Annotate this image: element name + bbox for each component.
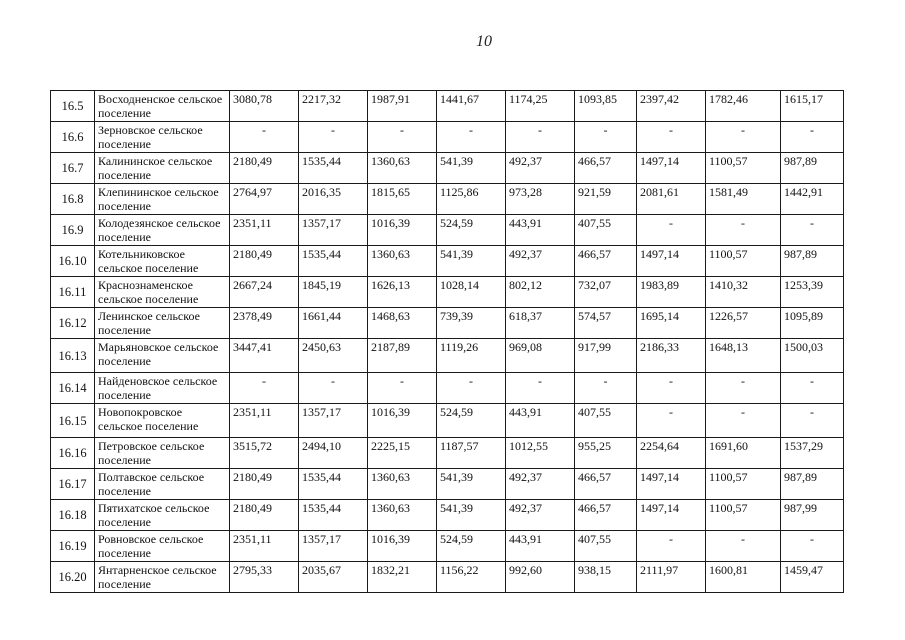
- value-cell: 492,37: [506, 246, 575, 277]
- settlement-name: Янтарненское сельское поселение: [95, 562, 230, 593]
- value-cell: 2180,49: [230, 469, 299, 500]
- value-cell: -: [706, 215, 781, 246]
- value-cell: 917,99: [575, 339, 637, 373]
- value-cell: -: [781, 531, 844, 562]
- value-cell: 2186,33: [637, 339, 706, 373]
- value-cell: 1691,60: [706, 438, 781, 469]
- settlement-name: Пятихатское сельское поселение: [95, 500, 230, 531]
- value-cell: 1125,86: [437, 184, 506, 215]
- value-cell: 2081,61: [637, 184, 706, 215]
- value-cell: 1012,55: [506, 438, 575, 469]
- value-cell: 732,07: [575, 277, 637, 308]
- value-cell: 2254,64: [637, 438, 706, 469]
- settlement-name: Ровновское сельское поселение: [95, 531, 230, 562]
- table-row: [51, 404, 844, 438]
- value-cell: -: [637, 122, 706, 153]
- value-cell: 443,91: [506, 215, 575, 246]
- value-cell: -: [781, 373, 844, 404]
- row-index: 16.17: [51, 469, 95, 500]
- value-cell: 407,55: [575, 531, 637, 562]
- value-cell: 1100,57: [706, 153, 781, 184]
- value-cell: -: [706, 404, 781, 438]
- value-cell: 2450,63: [299, 339, 368, 373]
- value-cell: 1983,89: [637, 277, 706, 308]
- table-row: [51, 122, 844, 153]
- value-cell: -: [506, 122, 575, 153]
- value-cell: 1535,44: [299, 153, 368, 184]
- value-cell: 1845,19: [299, 277, 368, 308]
- row-index: 16.13: [51, 339, 95, 373]
- value-cell: 2180,49: [230, 246, 299, 277]
- value-cell: 1410,32: [706, 277, 781, 308]
- value-cell: 492,37: [506, 469, 575, 500]
- value-cell: 524,59: [437, 531, 506, 562]
- value-cell: 987,89: [781, 153, 844, 184]
- value-cell: 2180,49: [230, 500, 299, 531]
- value-cell: -: [506, 373, 575, 404]
- settlement-name: Калининское сельское поселение: [95, 153, 230, 184]
- table-row: [51, 531, 844, 562]
- value-cell: 2764,97: [230, 184, 299, 215]
- settlement-name: Петровское сельское поселение: [95, 438, 230, 469]
- value-cell: -: [637, 531, 706, 562]
- value-cell: 2217,32: [299, 91, 368, 122]
- value-cell: 466,57: [575, 153, 637, 184]
- value-cell: 2667,24: [230, 277, 299, 308]
- value-cell: -: [368, 122, 437, 153]
- value-cell: 466,57: [575, 469, 637, 500]
- value-cell: 969,08: [506, 339, 575, 373]
- value-cell: 2351,11: [230, 404, 299, 438]
- settlement-name: Зерновское сельское поселение: [95, 122, 230, 153]
- value-cell: 1500,03: [781, 339, 844, 373]
- value-cell: 987,99: [781, 500, 844, 531]
- value-cell: 1360,63: [368, 246, 437, 277]
- value-cell: 1016,39: [368, 531, 437, 562]
- value-cell: 802,12: [506, 277, 575, 308]
- value-cell: 1497,14: [637, 500, 706, 531]
- value-cell: 1360,63: [368, 153, 437, 184]
- value-cell: 407,55: [575, 404, 637, 438]
- table-row: [51, 562, 844, 593]
- settlement-name: Полтавское сельское поселение: [95, 469, 230, 500]
- value-cell: -: [437, 122, 506, 153]
- settlement-name: Восходненское сельское поселение: [95, 91, 230, 122]
- row-index: 16.18: [51, 500, 95, 531]
- value-cell: 1119,26: [437, 339, 506, 373]
- row-index: 16.6: [51, 122, 95, 153]
- value-cell: 618,37: [506, 308, 575, 339]
- table-row: [51, 373, 844, 404]
- value-cell: 1442,91: [781, 184, 844, 215]
- row-index: 16.20: [51, 562, 95, 593]
- value-cell: 524,59: [437, 404, 506, 438]
- value-cell: 1615,17: [781, 91, 844, 122]
- value-cell: -: [230, 373, 299, 404]
- value-cell: -: [706, 531, 781, 562]
- value-cell: -: [637, 373, 706, 404]
- value-cell: -: [706, 373, 781, 404]
- value-cell: 1537,29: [781, 438, 844, 469]
- table-row: [51, 153, 844, 184]
- value-cell: 1497,14: [637, 153, 706, 184]
- settlement-name: Найденовское сельское поселение: [95, 373, 230, 404]
- value-cell: 1156,22: [437, 562, 506, 593]
- value-cell: 1535,44: [299, 500, 368, 531]
- value-cell: 973,28: [506, 184, 575, 215]
- settlement-name: Краснознаменское сельское поселение: [95, 277, 230, 308]
- value-cell: 492,37: [506, 500, 575, 531]
- value-cell: 955,25: [575, 438, 637, 469]
- value-cell: -: [368, 373, 437, 404]
- value-cell: 2111,97: [637, 562, 706, 593]
- value-cell: 443,91: [506, 404, 575, 438]
- value-cell: 1581,49: [706, 184, 781, 215]
- value-cell: 2016,35: [299, 184, 368, 215]
- row-index: 16.11: [51, 277, 95, 308]
- row-index: 16.15: [51, 404, 95, 438]
- table-row: [51, 246, 844, 277]
- value-cell: 1468,63: [368, 308, 437, 339]
- value-cell: 2494,10: [299, 438, 368, 469]
- row-index: 16.16: [51, 438, 95, 469]
- settlement-name: Новопокровское сельское поселение: [95, 404, 230, 438]
- value-cell: 574,57: [575, 308, 637, 339]
- value-cell: 2187,89: [368, 339, 437, 373]
- value-cell: 1360,63: [368, 469, 437, 500]
- row-index: 16.5: [51, 91, 95, 122]
- value-cell: -: [437, 373, 506, 404]
- row-index: 16.12: [51, 308, 95, 339]
- table-row: [51, 91, 844, 122]
- value-cell: -: [781, 215, 844, 246]
- value-cell: 1174,25: [506, 91, 575, 122]
- value-cell: 541,39: [437, 500, 506, 531]
- table-row: [51, 438, 844, 469]
- value-cell: 1648,13: [706, 339, 781, 373]
- value-cell: 2035,67: [299, 562, 368, 593]
- value-cell: 1459,47: [781, 562, 844, 593]
- value-cell: 1100,57: [706, 469, 781, 500]
- value-cell: 1661,44: [299, 308, 368, 339]
- value-cell: 1016,39: [368, 404, 437, 438]
- value-cell: 2397,42: [637, 91, 706, 122]
- value-cell: 1357,17: [299, 531, 368, 562]
- value-cell: -: [637, 404, 706, 438]
- value-cell: 1357,17: [299, 404, 368, 438]
- value-cell: 3515,72: [230, 438, 299, 469]
- table-row: [51, 500, 844, 531]
- value-cell: 524,59: [437, 215, 506, 246]
- row-index: 16.10: [51, 246, 95, 277]
- value-cell: 992,60: [506, 562, 575, 593]
- value-cell: 1782,46: [706, 91, 781, 122]
- value-cell: 3447,41: [230, 339, 299, 373]
- row-index: 16.7: [51, 153, 95, 184]
- value-cell: 2225,15: [368, 438, 437, 469]
- value-cell: 1100,57: [706, 500, 781, 531]
- table-row: [51, 469, 844, 500]
- settlement-name: Колодезянское сельское поселение: [95, 215, 230, 246]
- value-cell: -: [781, 404, 844, 438]
- value-cell: 1535,44: [299, 469, 368, 500]
- value-cell: 443,91: [506, 531, 575, 562]
- value-cell: 1815,65: [368, 184, 437, 215]
- value-cell: -: [575, 373, 637, 404]
- value-cell: 3080,78: [230, 91, 299, 122]
- value-cell: 1600,81: [706, 562, 781, 593]
- value-cell: 987,89: [781, 246, 844, 277]
- value-cell: 1695,14: [637, 308, 706, 339]
- value-cell: 2180,49: [230, 153, 299, 184]
- value-cell: 1987,91: [368, 91, 437, 122]
- settlement-name: Марьяновское сельское поселение: [95, 339, 230, 373]
- value-cell: 938,15: [575, 562, 637, 593]
- value-cell: 1832,21: [368, 562, 437, 593]
- value-cell: 1253,39: [781, 277, 844, 308]
- value-cell: 1016,39: [368, 215, 437, 246]
- value-cell: 2795,33: [230, 562, 299, 593]
- value-cell: 1028,14: [437, 277, 506, 308]
- settlement-name: Ленинское сельское поселение: [95, 308, 230, 339]
- value-cell: 2351,11: [230, 531, 299, 562]
- value-cell: 2351,11: [230, 215, 299, 246]
- table-row: [51, 184, 844, 215]
- value-cell: 1100,57: [706, 246, 781, 277]
- value-cell: 492,37: [506, 153, 575, 184]
- value-cell: 1626,13: [368, 277, 437, 308]
- value-cell: 541,39: [437, 153, 506, 184]
- value-cell: 1093,85: [575, 91, 637, 122]
- table-row: [51, 308, 844, 339]
- row-index: 16.14: [51, 373, 95, 404]
- value-cell: -: [781, 122, 844, 153]
- page-number: 10: [476, 33, 492, 50]
- value-cell: 1357,17: [299, 215, 368, 246]
- value-cell: 1360,63: [368, 500, 437, 531]
- value-cell: 2378,49: [230, 308, 299, 339]
- value-cell: -: [299, 373, 368, 404]
- value-cell: 1187,57: [437, 438, 506, 469]
- value-cell: 1095,89: [781, 308, 844, 339]
- value-cell: -: [637, 215, 706, 246]
- value-cell: -: [299, 122, 368, 153]
- value-cell: 1497,14: [637, 246, 706, 277]
- value-cell: -: [575, 122, 637, 153]
- value-cell: 407,55: [575, 215, 637, 246]
- value-cell: -: [230, 122, 299, 153]
- value-cell: 541,39: [437, 469, 506, 500]
- settlement-name: Клепининское сельское поселение: [95, 184, 230, 215]
- table-row: [51, 339, 844, 373]
- value-cell: 541,39: [437, 246, 506, 277]
- row-index: 16.19: [51, 531, 95, 562]
- value-cell: 739,39: [437, 308, 506, 339]
- row-index: 16.9: [51, 215, 95, 246]
- value-cell: 921,59: [575, 184, 637, 215]
- value-cell: 987,89: [781, 469, 844, 500]
- row-index: 16.8: [51, 184, 95, 215]
- value-cell: 466,57: [575, 246, 637, 277]
- value-cell: 1441,67: [437, 91, 506, 122]
- value-cell: 1226,57: [706, 308, 781, 339]
- value-cell: 1497,14: [637, 469, 706, 500]
- settlement-name: Котельниковское сельское поселение: [95, 246, 230, 277]
- value-cell: 466,57: [575, 500, 637, 531]
- value-cell: 1535,44: [299, 246, 368, 277]
- value-cell: -: [706, 122, 781, 153]
- table-row: [51, 215, 844, 246]
- table-row: [51, 277, 844, 308]
- tariff-table: [50, 90, 844, 593]
